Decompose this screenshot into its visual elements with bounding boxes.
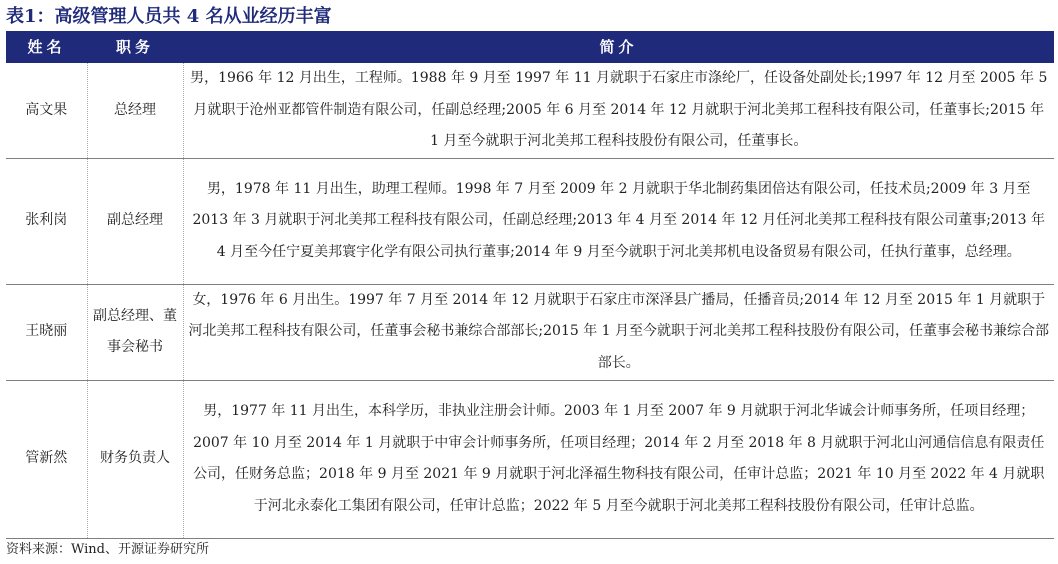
row-name: 管新然 — [6, 380, 87, 538]
source-note: 资料来源：Wind、开源证券研究所 — [6, 542, 209, 557]
executives-table — [6, 31, 1054, 539]
row-intro: 女，1976 年 6 月出生。1997 年 7 月至 2014 年 12 月就职于石家庄市深泽县广播局，任播音员;2014 年 12 月至 2015 年 1 月就职于河北美邦工程科技有限公司，任董事会秘书兼综合部部长;2015 年 1 月至今就职于河北美邦工程科技股份有限公司，任董事会秘书兼综合部部长。 — [183, 284, 1054, 380]
table-title: 表1：高级管理人员共 4 名从业经历丰富 — [6, 6, 332, 27]
row-intro: 男，1978 年 11 月出生，助理工程师。1998 年 7 月至 2009 年 2 月就职于华北制药集团倍达有限公司，任技术员;2009 年 3 月至 2013 年 3 月就职于河北美邦工程科技有限公司，任副总经理;2013 年 4 月至 2014 年 12 月任河北美邦工程科技有限公司董事;2013 年 4 月至今任宁夏美邦寰宇化学有限公司执行董事;2014 年 9 月至今就职于河北美邦机电设备贸易有限公司，任执行董事，总经理。 — [183, 158, 1054, 284]
row-position: 财务负责人 — [87, 380, 183, 538]
table-header — [6, 31, 1054, 62]
table-row — [6, 380, 1054, 538]
row-name: 张利岗 — [6, 158, 87, 284]
row-position: 副总经理 — [87, 158, 183, 284]
header-intro: 简介 — [183, 31, 1054, 62]
header-position: 职务 — [87, 31, 183, 62]
row-name: 高文果 — [6, 62, 87, 158]
table-row — [6, 158, 1054, 284]
header-name: 姓名 — [6, 31, 87, 62]
row-position: 总经理 — [87, 62, 183, 158]
row-position: 副总经理、董事会秘书 — [87, 284, 183, 380]
row-intro: 男，1966 年 12 月出生，工程师。1988 年 9 月至 1997 年 11 月就职于石家庄市涤纶厂，任设备处副处长;1997 年 12 月至 2005 年 5 月就职于沧州亚都管件制造有限公司，任副总经理;2005 年 6 月至 2014 年 12 月就职于河北美邦工程科技有限公司，任董事长;2015 年 1 月至今就职于河北美邦工程科技股份有限公司，任董事长。 — [183, 62, 1054, 158]
table-row — [6, 284, 1054, 380]
row-name: 王晓丽 — [6, 284, 87, 380]
row-intro: 男，1977 年 11 月出生，本科学历，非执业注册会计师。2003 年 1 月至 2007 年 9 月就职于河北华诚会计师事务所，任项目经理；2007 年 10 月至 2014 年 1 月就职于中审会计师事务所，任项目经理；2014 年 2 月至 2018 年 8 月就职于河北山河通信信息有限责任公司，任财务总监；2018 年 9 月至 2021 年 9 月就职于河北泽福生物科技有限公司，任审计总监；2021 年 10 月至 2022 年 4 月就职于河北永泰化工集团有限公司，任审计总监；2022 年 5 月至今就职于河北美邦工程科技股份有限公司，任审计总监。 — [183, 380, 1054, 538]
table-row — [6, 62, 1054, 158]
